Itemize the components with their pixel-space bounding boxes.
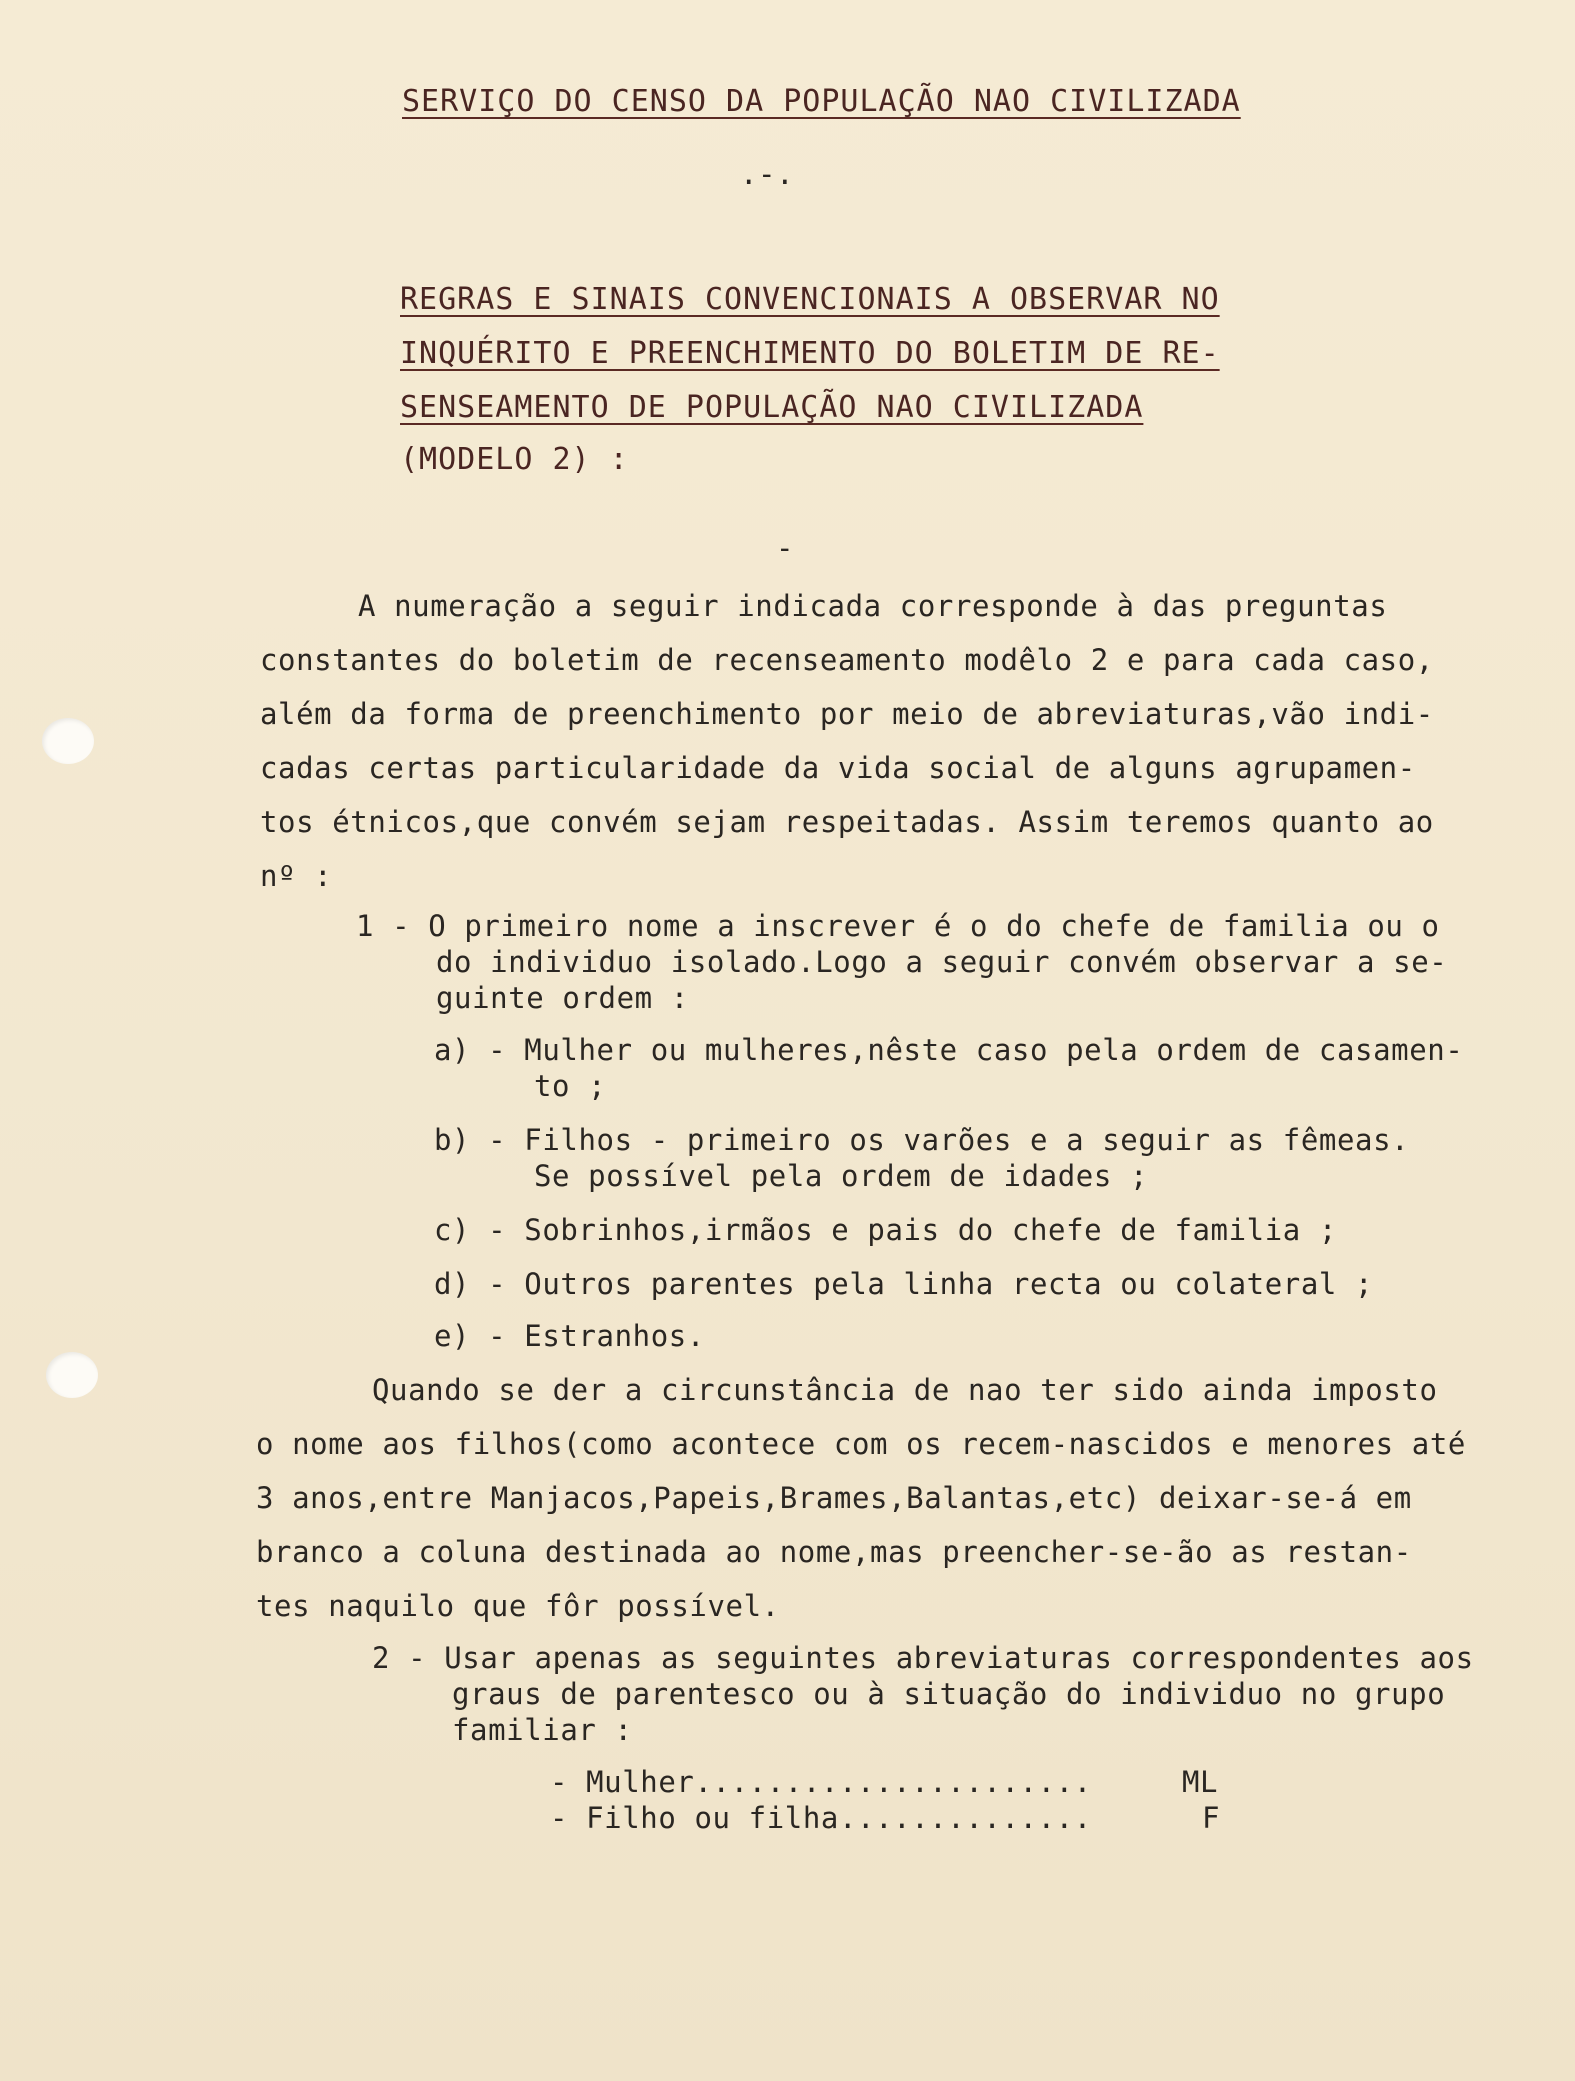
paragraph-line: o nome aos filhos(como acontece com os recem-nascidos e menores até bbox=[256, 1427, 1466, 1461]
paragraph-line: tes naquilo que fôr possível. bbox=[256, 1589, 780, 1623]
paragraph-line: 3 anos,entre Manjacos,Papeis,Brames,Balantas,etc) deixar-se-á em bbox=[256, 1481, 1412, 1515]
intro-line: constantes do boletim de recenseamento modêlo 2 e para cada caso, bbox=[260, 643, 1434, 677]
model-label: (MODELO 2) : bbox=[400, 442, 629, 477]
intro-line: nº : bbox=[260, 859, 333, 893]
paragraph-line: branco a coluna destinada ao nome,mas preencher-se-ão as restan- bbox=[256, 1535, 1412, 1569]
item1-line: 1 - O primeiro nome a inscrever é o do chefe de familia ou o bbox=[356, 909, 1440, 943]
punch-hole bbox=[42, 718, 94, 764]
item2-line: graus de parentesco ou à situação do individuo no grupo bbox=[452, 1677, 1446, 1711]
intro-line: além da forma de preenchimento por meio de abreviaturas,vão indi- bbox=[260, 697, 1434, 731]
subitem-line: e) - Estranhos. bbox=[434, 1319, 705, 1353]
abbreviation-code: ML bbox=[1182, 1765, 1219, 1799]
subitem-line: c) - Sobrinhos,irmãos e pais do chefe de familia ; bbox=[434, 1213, 1337, 1247]
item2-line: 2 - Usar apenas as seguintes abreviaturas correspondentes aos bbox=[372, 1641, 1474, 1675]
intro-line: A numeração a seguir indicada corresponde à das preguntas bbox=[358, 589, 1388, 623]
separator: .-. bbox=[740, 157, 795, 191]
item1-line: guinte ordem : bbox=[436, 981, 689, 1015]
subitem-line: to ; bbox=[534, 1069, 607, 1103]
abbreviation-label: - Mulher...................... bbox=[550, 1765, 1092, 1799]
subtitle-line: REGRAS E SINAIS CONVENCIONAIS A OBSERVAR NO bbox=[400, 282, 1220, 317]
intro-line: tos étnicos,que convém sejam respeitadas. Assim teremos quanto ao bbox=[260, 805, 1434, 839]
subitem-line: b) - Filhos - primeiro os varões e a seguir as fêmeas. bbox=[434, 1123, 1410, 1157]
paragraph-line: Quando se der a circunstância de nao ter sido ainda imposto bbox=[372, 1373, 1438, 1407]
item1-line: do individuo isolado.Logo a seguir convém observar a se- bbox=[436, 945, 1448, 979]
punch-hole bbox=[46, 1352, 98, 1398]
item2-line: familiar : bbox=[452, 1713, 633, 1747]
subitem-line: d) - Outros parentes pela linha recta ou colateral ; bbox=[434, 1267, 1374, 1301]
document-header: SERVIÇO DO CENSO DA POPULAÇÃO NAO CIVILIZADA bbox=[402, 84, 1241, 119]
subtitle-line: INQUÉRITO E PREENCHIMENTO DO BOLETIM DE RE- bbox=[400, 336, 1220, 371]
intro-line: cadas certas particularidade da vida social de alguns agrupamen- bbox=[260, 751, 1416, 785]
subitem-line: a) - Mulher ou mulheres,nêste caso pela ordem de casamen- bbox=[434, 1033, 1464, 1067]
abbreviation-code: F bbox=[1202, 1801, 1221, 1835]
subitem-line: Se possível pela ordem de idades ; bbox=[534, 1159, 1149, 1193]
abbreviation-label: - Filho ou filha.............. bbox=[550, 1801, 1092, 1835]
subtitle-line: SENSEAMENTO DE POPULAÇÃO NAO CIVILIZADA bbox=[400, 390, 1144, 425]
dash-separator: - bbox=[776, 531, 795, 565]
